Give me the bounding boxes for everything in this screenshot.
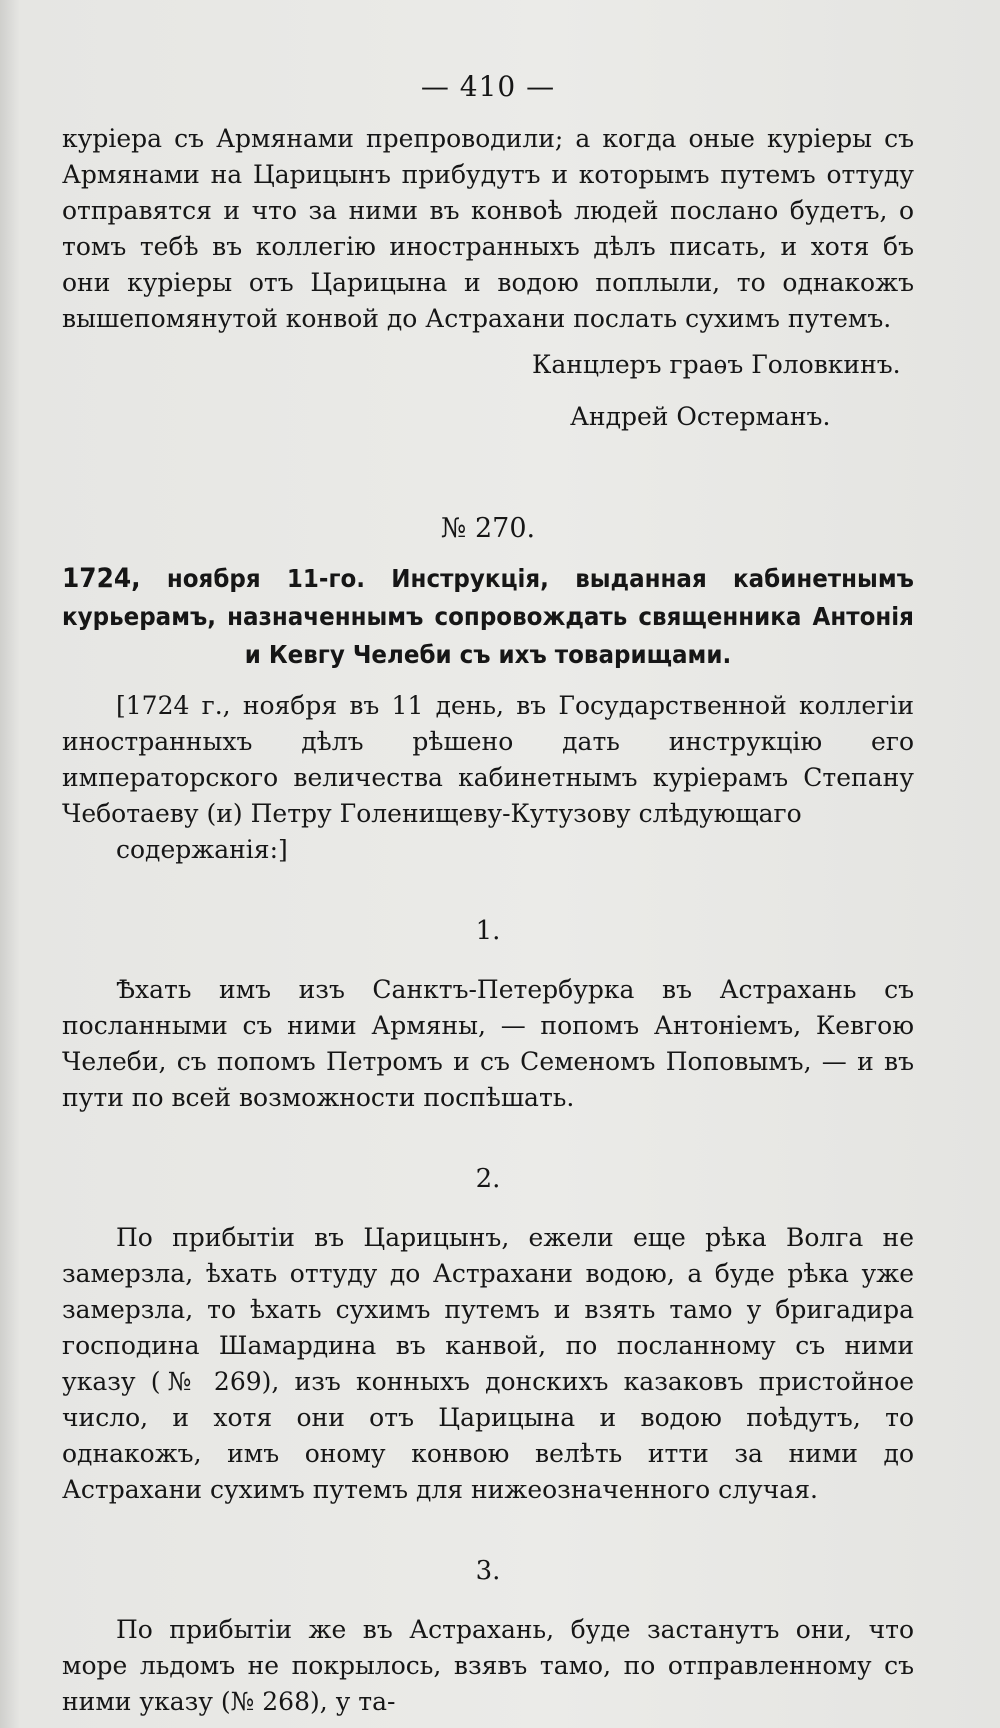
heading-text: ноября 11-го. Инструкція, выданная кабинетнымъ курьерамъ, назначеннымъ сопровождать священника Антонія и Кевгу Челеби съ ихъ товарищами. (62, 564, 914, 669)
section-3-number: 3. (475, 1556, 501, 1586)
section-1-text: Ѣхать имъ изъ Санктъ-Петербурка въ Астрахань съ посланными съ ними Армяны, — попомъ Антоніемъ, Кевгою Челеби, съ попомъ Петромъ и съ Семеномъ Поповымъ, — и въ пути по всей возможности поспѣшать. (62, 975, 914, 1112)
page-number: — 410 — (420, 70, 556, 103)
section-2-number: 2. (475, 1164, 501, 1194)
section-2-text: По прибытіи въ Царицынъ, ежели еще рѣка Волга не замерзла, ѣхать оттуду до Астрахани водою, а буде рѣка уже замерзла, то ѣхать сухимъ путемъ и взять тамо у бригадира господина Шамардина въ канвой, по посланному съ ними указу (№ 269), изъ конныхъ донскихъ казаковъ пристойное число, и хотя они отъ Царицына и водою поѣдутъ, то однакожъ, имъ оному конвою велѣть итти за ними до Астрахани сухимъ путемъ для нижеозначенного случая. (62, 1223, 914, 1504)
heading-date: 1724, (62, 563, 141, 594)
section-1-number: 1. (475, 916, 501, 946)
document-heading (62, 560, 914, 674)
document-number: № 270. (440, 513, 536, 544)
section-3-text: По прибытіи же въ Астрахань, буде застанутъ они, что море льдомъ не покрылось, взявъ тамо, по отправленному съ ними указу (№ 268), у та- (62, 1615, 914, 1716)
intro-paragraph (62, 688, 914, 868)
intro-last-line: содержанія:] (116, 835, 288, 864)
signature-osterman: Андрей Остерманъ. (570, 402, 831, 431)
signature-chancellor: Канцлеръ граѳъ Головкинъ. (532, 350, 901, 379)
intro-main: [1724 г., ноября въ 11 день, въ Государственной коллегіи иностранныхъ дѣлъ рѣшено дать инструкцію его императорского величества кабинетнымъ куріерамъ Степану Чеботаеву (и) Петру Голенищеву-Кутузову слѣдующаго (62, 691, 914, 828)
paragraph-continuation: куріера съ Армянами препроводили; а когда оные куріеры съ Армянами на Царицынъ прибудутъ и которымъ путемъ оттуду отправятся и что за ними въ конвоѣ людей послано будетъ, о томъ тебѣ въ коллегію иностранныхъ дѣлъ писать, и хотя бъ они куріеры отъ Царицына и водою поплыли, то однакожъ вышепомянутой конвой до Астрахани послать сухимъ путемъ. (62, 124, 914, 333)
page-content (62, 70, 914, 1720)
